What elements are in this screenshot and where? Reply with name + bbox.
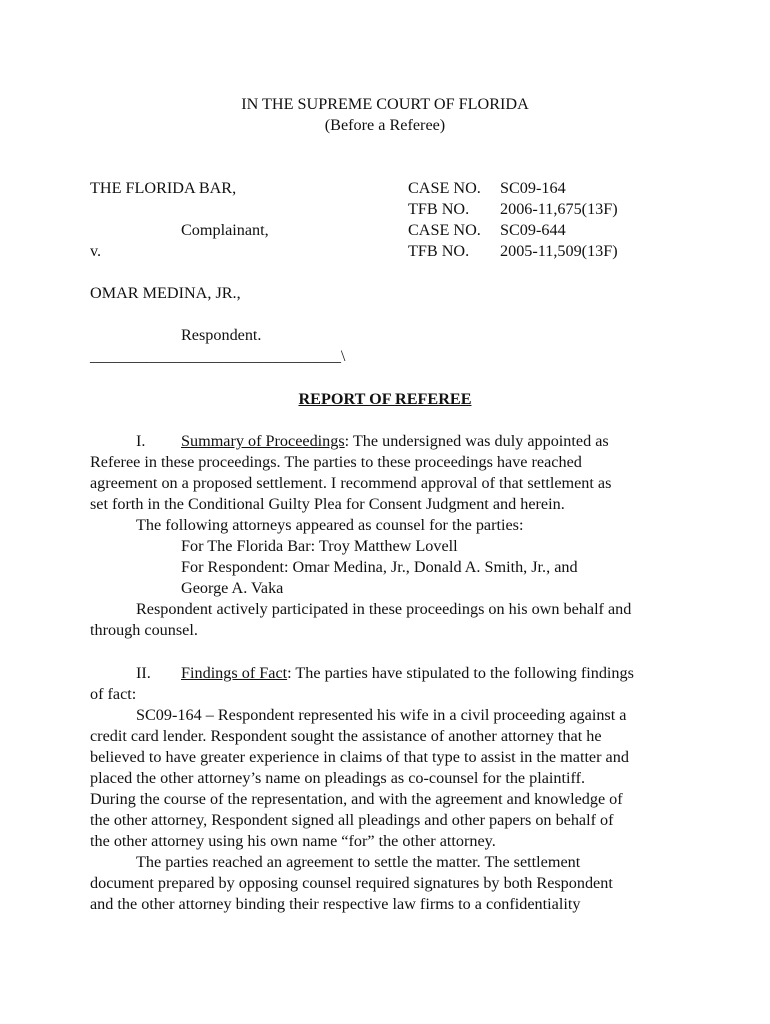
section-1-first-line: [136, 431, 145, 452]
case-number-row: [408, 178, 566, 199]
case-number-value: 2005-11,509(13F): [500, 242, 618, 260]
paragraph-line: placed the other attorney’s name on pleadings as co-counsel for the plaintiff.: [90, 769, 586, 787]
complainant-role: Complainant,: [181, 221, 269, 239]
section-1-line: through counsel.: [90, 621, 198, 639]
section-2-heading: Findings of Fact: [181, 664, 288, 682]
case-number-label: TFB NO.: [408, 242, 470, 260]
paragraph-line: the other attorney, Respondent signed all pleadings and other papers on behalf of: [90, 811, 614, 829]
case-number-row: [408, 199, 618, 220]
paragraph-line: SC09-164 – Respondent represented his wife in a civil proceeding against a: [136, 706, 627, 724]
paragraph-line: document prepared by opposing counsel required signatures by both Respondent: [90, 874, 613, 892]
section-1-line: set forth in the Conditional Guilty Plea for Consent Judgment and herein.: [90, 495, 565, 513]
case-number-label: CASE NO.: [408, 221, 481, 239]
paragraph-line: During the course of the representation, and with the agreement and knowledge of: [90, 790, 623, 808]
section-2-first-line: [136, 663, 151, 684]
report-title: REPORT OF REFEREE: [298, 390, 472, 408]
section-1-line: Respondent actively participated in these proceedings on his own behalf and: [136, 600, 632, 618]
complainant-name: THE FLORIDA BAR,: [90, 179, 237, 197]
counsel-florida-bar: For The Florida Bar: Troy Matthew Lovell: [181, 537, 458, 555]
section-1-line: The following attorneys appeared as counsel for the parties:: [136, 516, 524, 534]
section-1-text: : The undersigned was duly appointed as: [344, 432, 609, 450]
case-number-label: TFB NO.: [408, 200, 470, 218]
case-number-row: [408, 220, 566, 241]
respondent-role: Respondent.: [181, 326, 262, 344]
section-1-line: Referee in these proceedings. The parties to these proceedings have reached: [90, 453, 582, 471]
section-2-heading-line: [181, 663, 634, 684]
court-subtitle: (Before a Referee): [324, 116, 446, 134]
case-number-value: SC09-644: [500, 221, 566, 239]
section-2-numeral: II.: [136, 664, 151, 682]
case-number-value: 2006-11,675(13F): [500, 200, 618, 218]
paragraph-line: and the other attorney binding their respective law firms to a confidentiality: [90, 895, 581, 913]
case-number-label: CASE NO.: [408, 179, 481, 197]
section-1-heading-line: [181, 431, 609, 452]
respondent-name: OMAR MEDINA, JR.,: [90, 284, 241, 302]
versus: v.: [90, 242, 102, 260]
section-1-line: agreement on a proposed settlement. I recommend approval of that settlement as: [90, 474, 612, 492]
section-2-line: of fact:: [90, 685, 137, 703]
section-1-heading: Summary of Proceedings: [181, 432, 345, 450]
section-2-text: : The parties have stipulated to the following findings: [287, 664, 634, 682]
court-name: IN THE SUPREME COURT OF FLORIDA: [241, 95, 529, 113]
counsel-respondent-cont: George A. Vaka: [181, 579, 284, 597]
section-1-numeral: I.: [136, 432, 146, 450]
paragraph-line: the other attorney using his own name “for” the other attorney.: [90, 832, 496, 850]
case-number-row: [408, 241, 618, 262]
counsel-respondent: For Respondent: Omar Medina, Jr., Donald A. Smith, Jr., and: [181, 558, 578, 576]
paragraph-line: credit card lender. Respondent sought the assistance of another attorney that he: [90, 727, 602, 745]
paragraph-line: The parties reached an agreement to settle the matter. The settlement: [136, 853, 581, 871]
case-number-value: SC09-164: [500, 179, 566, 197]
caption-signature-line: _______________________________\: [90, 347, 346, 365]
paragraph-line: believed to have greater experience in claims of that type to assist in the matter and: [90, 748, 629, 766]
